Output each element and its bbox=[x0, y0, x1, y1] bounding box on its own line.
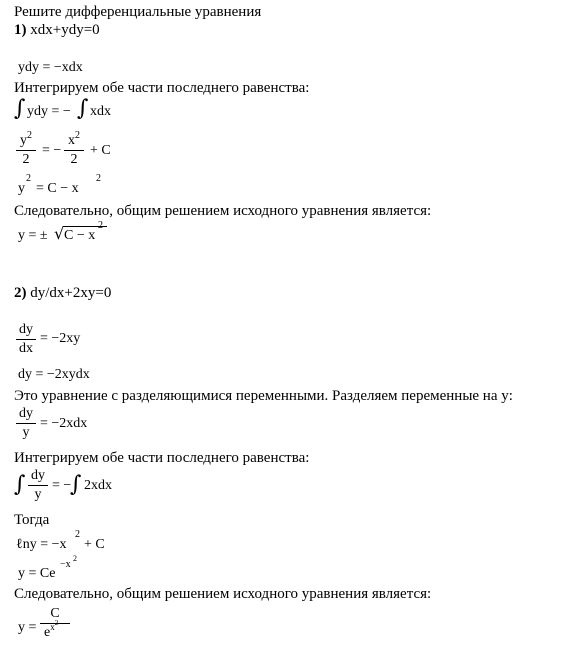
p1-plus-c: + C bbox=[90, 143, 111, 158]
p1-fraction-x2: $x^2$ 2 bbox=[64, 133, 84, 168]
p2-text-then: Тогда bbox=[14, 512, 50, 528]
p1-int-right: xdx bbox=[90, 104, 111, 119]
p2-final-fraction: C $e^{x2}$ bbox=[40, 606, 70, 642]
p2-int-fraction: dy y bbox=[28, 468, 48, 503]
integral-sign: ∫ bbox=[77, 96, 89, 121]
p2-text-separable: Это уравнение с разделяющимися переменными. Разделяем переменные на y: bbox=[14, 388, 513, 404]
p1-text-integrate: Интегрируем обе части последнего равенства: bbox=[14, 80, 310, 96]
p2-int-mid: = − bbox=[52, 478, 72, 493]
p2-ln-exp: 2 bbox=[75, 529, 80, 540]
problem-1-equation: xdx+ydy=0 bbox=[30, 22, 100, 38]
problem-1-title bbox=[14, 22, 100, 39]
integral-sign: ∫ bbox=[14, 472, 26, 497]
p1-eq-minus: = − bbox=[42, 143, 62, 158]
p2-final-left: y = bbox=[18, 620, 37, 635]
p1-answer-left: y = ± bbox=[18, 228, 48, 243]
p2-text-integrate: Интегрируем обе части последнего равенства: bbox=[14, 450, 310, 466]
integral-sign: ∫ bbox=[70, 472, 82, 497]
problem-1-number: 1) bbox=[14, 22, 27, 38]
page-heading: Решите дифференциальные уравнения bbox=[14, 4, 262, 20]
p2-eq2-right: = −2xdx bbox=[40, 416, 88, 431]
p1-exp: 2 bbox=[26, 173, 31, 184]
p1-exp: 2 bbox=[98, 220, 103, 231]
p2-step: dy = −2xydx bbox=[18, 367, 90, 382]
p1-answer-radicand: C − x bbox=[64, 228, 96, 243]
p2-text-conclusion: Следовательно, общим решением исходного уравнения является: bbox=[14, 586, 432, 602]
p2-ln-right: + C bbox=[84, 537, 105, 552]
p1-y2-right: = C − x bbox=[36, 181, 79, 196]
p2-exp-sup2: 2 bbox=[73, 554, 77, 563]
problem-2-number: 2) bbox=[14, 285, 27, 301]
p1-y2-left: y bbox=[18, 181, 25, 196]
p2-fraction-dydx: dy dx bbox=[16, 322, 36, 357]
integral-sign: ∫ bbox=[14, 96, 26, 121]
sqrt-icon: √ bbox=[54, 224, 65, 243]
p1-int-left: ydy = − bbox=[27, 104, 71, 119]
p2-eq1-right: = −2xy bbox=[40, 331, 81, 346]
p1-step-separate: ydy = −xdx bbox=[18, 60, 83, 75]
p2-int-right: 2xdx bbox=[84, 478, 112, 493]
problem-2-equation: dy/dx+2xy=0 bbox=[30, 285, 112, 301]
problem-2-title bbox=[14, 285, 111, 302]
p2-ln-left: ℓny = −x bbox=[16, 537, 67, 552]
p2-exp-left: y = Ce bbox=[18, 566, 56, 581]
p1-text-conclusion: Следовательно, общим решением исходного уравнения является: bbox=[14, 203, 432, 219]
p1-exp: 2 bbox=[96, 173, 101, 184]
p1-fraction-y2: $y^2$ 2 bbox=[16, 133, 36, 168]
p2-fraction-dyy: dy y bbox=[16, 406, 36, 441]
p2-exp-sup: −x bbox=[60, 559, 71, 570]
